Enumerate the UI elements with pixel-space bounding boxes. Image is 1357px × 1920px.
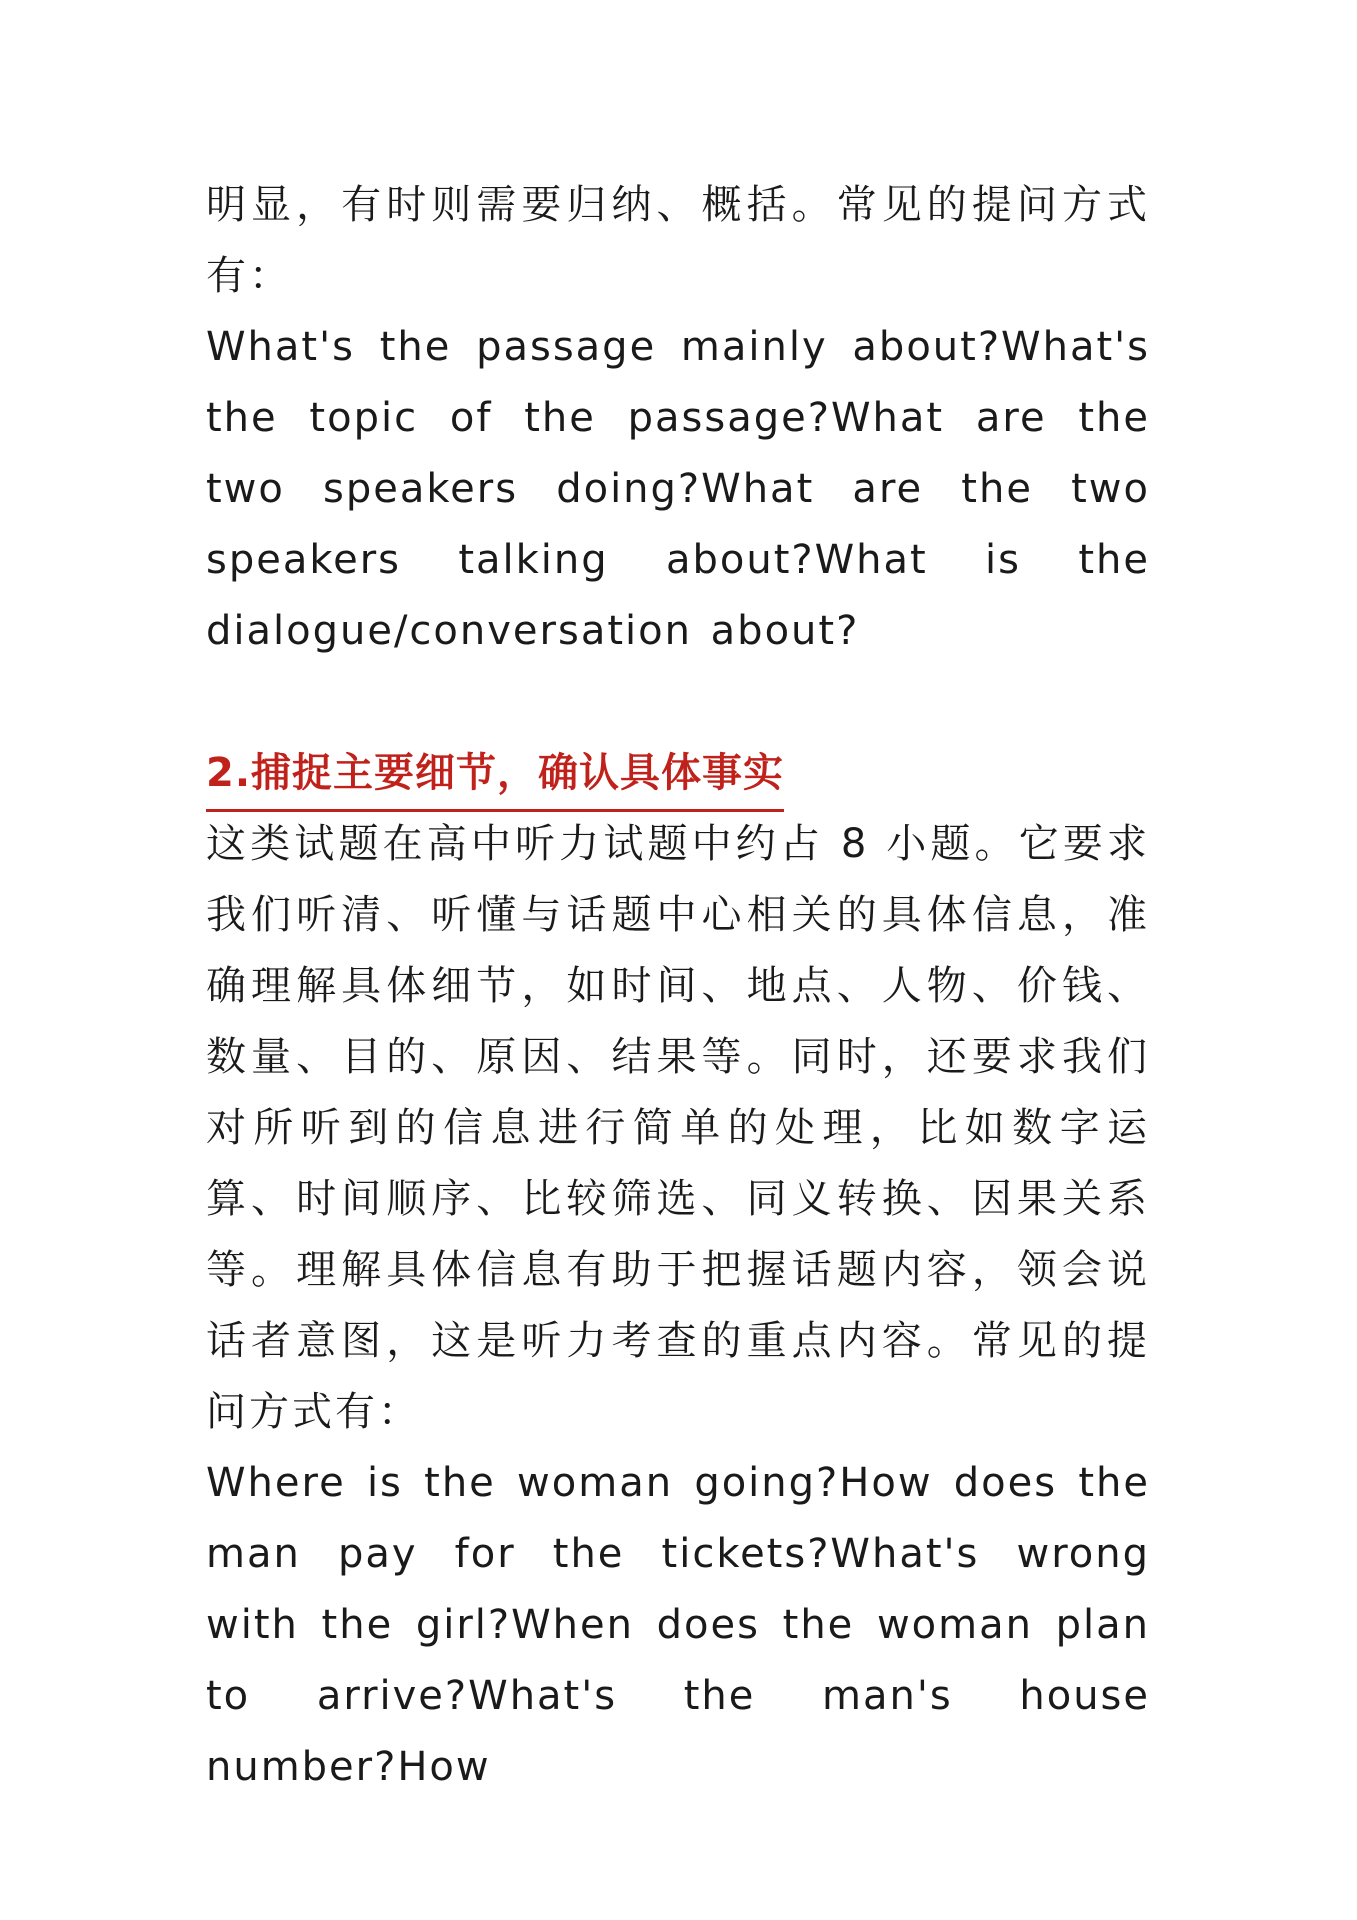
intro-paragraph-cn: 明显，有时则需要归纳、概括。常见的提问方式有：: [206, 182, 1150, 299]
section-paragraph-en: Where is the woman going?How does the man pay for the tickets?What's wrong with the girl?When does the woman plan to arrive?What's the man's house number?How: [206, 1460, 1150, 1790]
intro-paragraph-en: What's the passage mainly about?What's the topic of the passage?What are the two speakers doing?What are the two speakers talking about?What is the dialogue/conversation about?: [206, 324, 1150, 654]
section-heading-row: [206, 738, 1150, 809]
section-heading: 2.捕捉主要细节，确认具体事实: [206, 738, 784, 812]
section-paragraph-cn: 这类试题在高中听力试题中约占 8 小题。它要求我们听清、听懂与话题中心相关的具体信息，准确理解具体细节，如时间、地点、人物、价钱、数量、目的、原因、结果等。同时，还要求我们对所听到的信息进行简单的处理，比如数字运算、时间顺序、比较筛选、同义转换、因果关系等。理解具体信息有助于把握话题内容，领会说话者意图，这是听力考查的重点内容。常见的提问方式有：: [206, 821, 1150, 1435]
document-page: [206, 170, 1150, 1803]
paragraph-spacer: [206, 667, 1150, 738]
